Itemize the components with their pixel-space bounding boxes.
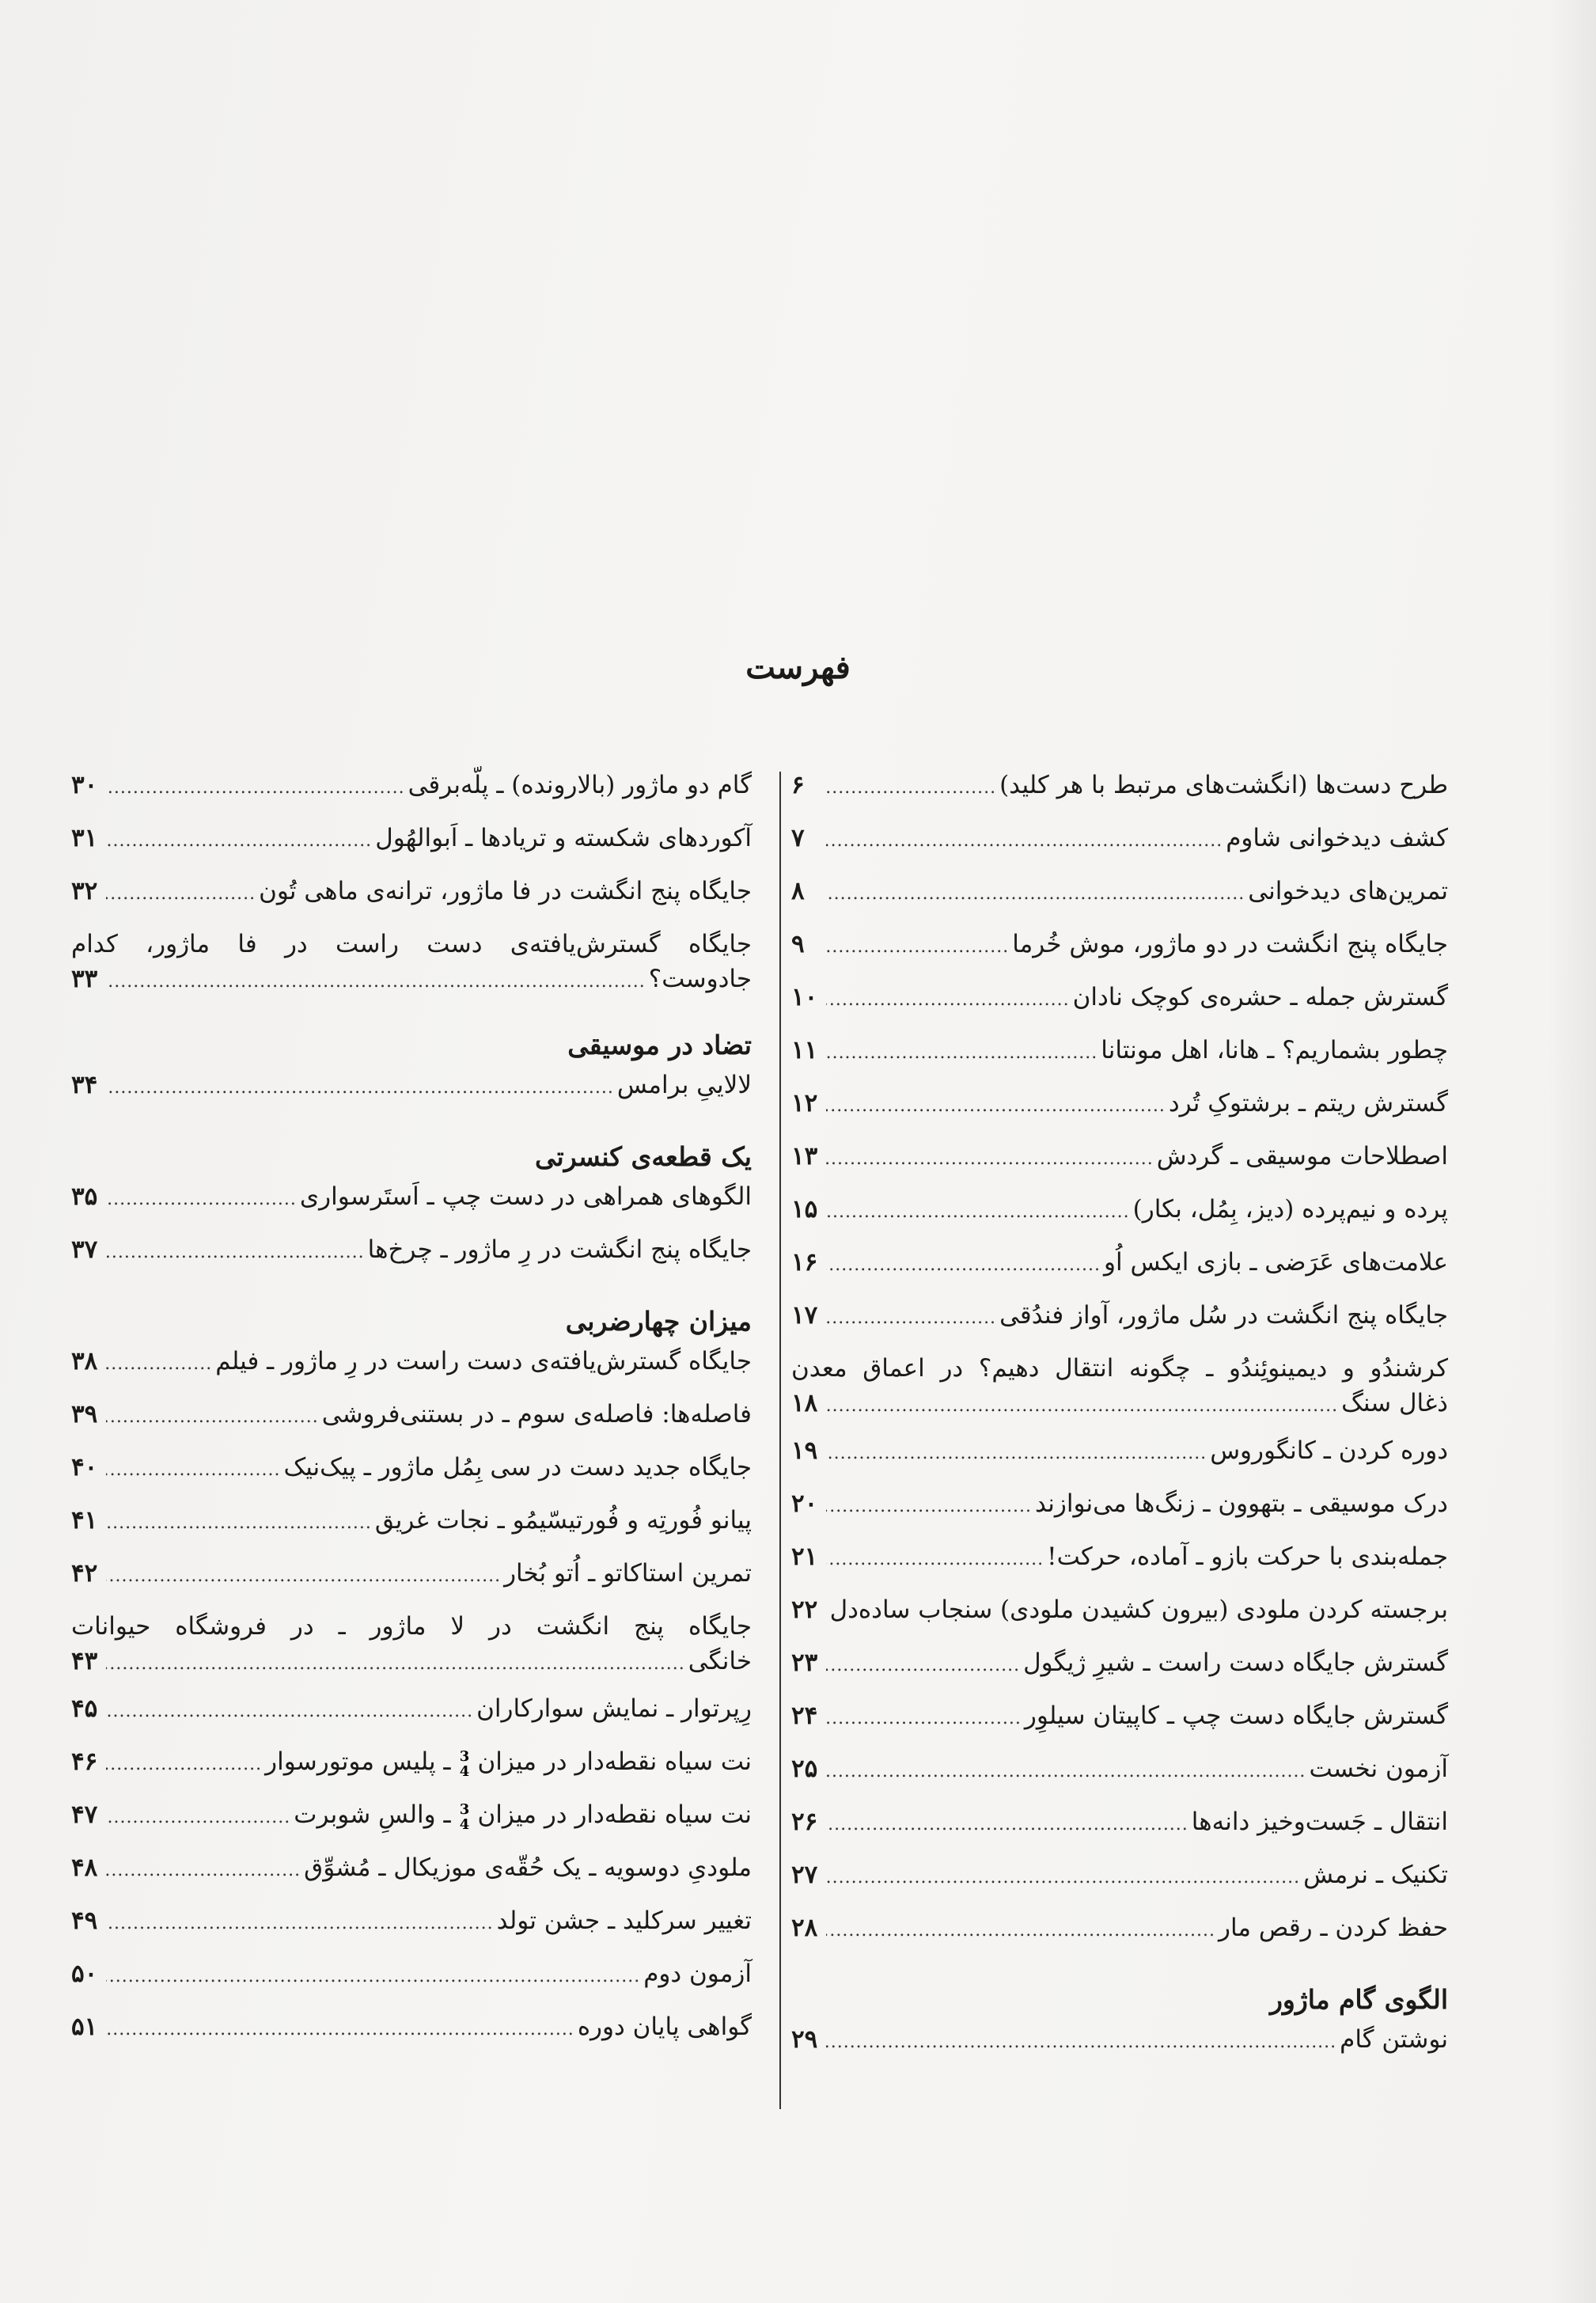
toc-entry (71, 927, 752, 1009)
toc-entry (791, 1139, 1448, 1192)
dot-leader (826, 1808, 1188, 1842)
section-heading: الگوی گام ماژور (1269, 1984, 1448, 2015)
entry-title-line2: جادوست؟ (648, 965, 752, 993)
svg-text:3: 3 (459, 1800, 469, 1818)
dot-leader (826, 1489, 1032, 1524)
page-number: ۱۲ (791, 1089, 818, 1117)
entry-title: لالاییِ برامس (616, 1071, 752, 1099)
toc-entry (791, 1645, 1448, 1698)
page-number: ۳۷ (71, 1235, 98, 1264)
dot-leader (826, 1649, 1020, 1683)
dot-leader (106, 1694, 473, 1729)
entry-title: جمله‌بندی با حرکت بازو ـ آماده، حرکت! (1047, 1542, 1448, 1571)
section-heading: میزان چهارضربی (565, 1306, 752, 1337)
entry-title: چطور بشماریم؟ ـ هانا، اهل مونتانا (1101, 1036, 1448, 1064)
toc-entry (71, 1179, 752, 1232)
dot-leader (826, 1542, 1044, 1577)
entry-title-line2: خانگی (688, 1647, 752, 1675)
page-number: ۳۴ (71, 1071, 98, 1099)
entry-title: حفظ کردن ـ رقص مار (1219, 1914, 1448, 1942)
toc-entry (791, 980, 1448, 1033)
entry-title-row2 (71, 962, 752, 1000)
dot-leader (826, 2025, 1336, 2060)
entry-title: پیانو فُورتِه و فُورتیسّیمُو ـ نجات غریق (374, 1506, 752, 1535)
right-section-entries (791, 2022, 1448, 2075)
dot-leader (106, 1182, 297, 1217)
page-number: ۲۷ (791, 1861, 818, 1889)
dot-leader (106, 771, 405, 806)
toc-entry (791, 1298, 1448, 1351)
toc-entry (71, 1850, 752, 1903)
toc-entry (71, 1691, 752, 1744)
toc-entry (791, 1857, 1448, 1910)
toc-entry (791, 1539, 1448, 1592)
page-number: ۲۵ (791, 1755, 818, 1783)
dot-leader (106, 1907, 494, 1941)
entry-title: برجسته کردن ملودی (بیرون کشیدن ملودی) سنجاب ساده‌دل (829, 1595, 1448, 1624)
entry-title-line1: کرشندُو و دیمینوئِندُو ـ چگونه انتقال دهیم؟ در اعماق معدن (791, 1354, 1448, 1383)
toc-entry (791, 1698, 1448, 1751)
toc-entry (71, 1232, 752, 1285)
toc-entry (791, 768, 1448, 821)
entry-title: دوره کردن ـ کانگوروس (1210, 1436, 1448, 1465)
entry-title: گسترش ریتم ـ برشتوکِ تُرد (1168, 1089, 1448, 1117)
toc-entry (71, 1397, 752, 1450)
page-number: ۹ (791, 930, 805, 958)
page-number: ۱۷ (791, 1301, 818, 1330)
entry-title: رِپرتوار ـ نمایش سوارکاران (476, 1694, 752, 1723)
toc-entry (71, 1556, 752, 1609)
entry-title: گسترش جایگاه دست راست ـ شیرِ ژیگول (1023, 1649, 1448, 1677)
page-number: ۳۲ (71, 877, 98, 905)
dot-leader (826, 771, 996, 806)
dot-leader (826, 1436, 1207, 1471)
toc-entry (71, 768, 752, 821)
dot-leader (106, 1747, 262, 1782)
dot-leader (826, 1755, 1306, 1789)
dot-leader (826, 1089, 1166, 1124)
page-number: ۲۱ (791, 1542, 818, 1571)
toc-entry (71, 1344, 752, 1397)
entry-title: درک موسیقی ـ بتهوون ـ زنگ‌ها می‌نوازند (1034, 1489, 1448, 1518)
entry-title: پرده و نیم‌پرده (دیز، بِمُل، بکار) (1132, 1195, 1448, 1224)
entry-title-part: ـ والسِ شوبرت (294, 1800, 451, 1829)
svg-text:4: 4 (459, 1762, 469, 1779)
toc-entry (791, 2022, 1448, 2075)
page-number: ۲۰ (791, 1489, 818, 1518)
toc-entry (791, 1433, 1448, 1486)
page-number: ۱۳ (791, 1142, 818, 1170)
entry-title-row2 (71, 1644, 752, 1682)
page-number: ۴۳ (71, 1647, 98, 1675)
page-number: ۲۴ (791, 1702, 818, 1730)
left-entries-c (71, 1179, 752, 1285)
dot-leader (826, 1248, 1101, 1283)
page-number: ۳۸ (71, 1347, 98, 1375)
page-number: ۲۶ (791, 1808, 818, 1836)
page-number: ۱۵ (791, 1195, 818, 1224)
entry-title: فاصله‌ها: فاصله‌ی سوم ـ در بستنی‌فروشی (321, 1400, 752, 1428)
entry-title-part: نت سیاه نقطه‌دار در میزان (477, 1800, 752, 1829)
page-number: ۱۱ (791, 1036, 818, 1064)
toc-entry (71, 874, 752, 927)
dot-leader (826, 1142, 1154, 1177)
page-number: ۶ (791, 771, 805, 799)
page-number: ۵۰ (71, 1960, 98, 1988)
dot-leader (106, 1853, 301, 1888)
entry-title-line1: جایگاه گسترش‌یافته‌ی دست راست در فا ماژور، کدام (71, 930, 752, 958)
time-signature-icon (456, 1800, 473, 1832)
page-number: ۴۰ (71, 1453, 98, 1482)
toc-entry (791, 1486, 1448, 1539)
entry-title: تمرین استاکاتو ـ اُتو بُخار (504, 1559, 752, 1588)
entry-title: جایگاه پنج انگشت در رِ ماژور ـ چرخ‌ها (367, 1235, 752, 1264)
dot-leader (106, 1960, 640, 1994)
toc-entry (791, 1192, 1448, 1245)
toc-entry (71, 1068, 752, 1121)
dot-leader (826, 1595, 827, 1630)
toc-entry (791, 1033, 1448, 1086)
dot-leader (826, 930, 1009, 965)
page-number: ۱۶ (791, 1248, 818, 1277)
dot-leader (106, 824, 372, 859)
dot-leader (826, 1702, 1022, 1736)
page-number: ۴۵ (71, 1694, 98, 1723)
toc-entry (71, 1450, 752, 1503)
entry-title: جایگاه پنج انگشت در سُل ماژور، آواز فندُقی (999, 1301, 1448, 1330)
entry-title: جایگاه پنج انگشت در فا ماژور، ترانه‌ی ماهی تُون (259, 877, 752, 905)
entry-title-line2: ذغال سنگ (1341, 1389, 1448, 1417)
toc-entry (71, 1956, 752, 2009)
entry-title: الگوهای همراهی در دست چپ ـ اَستَرسواری (299, 1182, 752, 1211)
toc-entry (791, 1592, 1448, 1645)
page-edge-shadow (1549, 0, 1596, 2303)
toc-entry (791, 1245, 1448, 1298)
dot-leader (106, 1400, 319, 1435)
toc-entry (791, 1804, 1448, 1857)
page-number: ۳۳ (71, 965, 98, 993)
page-number: ۳۵ (71, 1182, 98, 1211)
dot-leader (106, 1506, 372, 1541)
entry-title: آزمون دوم (643, 1960, 752, 1988)
entry-title: گواهی پایان دوره (577, 2013, 752, 2041)
toc-entry (791, 927, 1448, 980)
dot-leader (106, 1071, 614, 1106)
page-number: ۳۹ (71, 1400, 98, 1428)
page-title: فهرست (745, 649, 851, 686)
toc-entry (791, 1751, 1448, 1804)
page-number: ۱۹ (791, 1436, 818, 1465)
entry-title: جایگاه گسترش‌یافته‌ی دست راست در رِ ماژور ـ فیلم (215, 1347, 752, 1375)
page-number: ۴۷ (71, 1800, 98, 1829)
page-number: ۲۳ (791, 1649, 818, 1677)
entry-title: نوشتن گام (1340, 2025, 1448, 2054)
toc-entry (71, 1503, 752, 1556)
dot-leader (826, 1914, 1215, 1948)
svg-text:4: 4 (459, 1815, 469, 1832)
entry-title (265, 1744, 752, 1779)
entry-title-line1: جایگاه پنج انگشت در لا ماژور ـ در فروشگاه حیوانات (71, 1612, 752, 1641)
toc-entry (791, 874, 1448, 927)
section-heading: تضاد در موسیقی (567, 1030, 752, 1060)
page-number: ۴۶ (71, 1747, 98, 1776)
toc-right-column (791, 768, 1448, 2075)
toc-entry (71, 1744, 752, 1797)
entry-title: گام دو ماژور (بالارونده) ـ پلّه‌برقی (408, 771, 752, 799)
page-number: ۳۰ (71, 771, 98, 799)
dot-leader (826, 1301, 996, 1336)
page-number: ۱۰ (791, 983, 818, 1011)
entry-title: تغییر سرکلید ـ جشن تولد (496, 1907, 752, 1935)
entry-title: علامت‌های عَرَضی ـ بازی ایکس اُو (1104, 1248, 1448, 1277)
page-number: ۲۹ (791, 2025, 818, 2054)
entry-title: اصطلاحات موسیقی ـ گردش (1156, 1142, 1448, 1170)
entry-title: آکوردهای شکسته و تریادها ـ اَبوالهُول (375, 824, 752, 852)
dot-leader (106, 1559, 501, 1594)
page-number: ۴۹ (71, 1907, 98, 1935)
entry-title: ملودیِ دوسویه ـ یک حُقّه‌ی موزیکال ـ مُشوِّق (304, 1853, 752, 1882)
left-entries-a (71, 768, 752, 1009)
left-entries-b (71, 1068, 752, 1121)
dot-leader (826, 824, 1223, 859)
dot-leader (106, 1347, 212, 1382)
page-number: ۴۸ (71, 1853, 98, 1882)
page-number: ۵۱ (71, 2013, 98, 2041)
svg-text:3: 3 (459, 1747, 469, 1765)
entry-title: گسترش جایگاه دست چپ ـ کاپیتان سیلوِر (1024, 1702, 1448, 1730)
entry-title (294, 1797, 752, 1832)
entry-title-part: ـ پلیس موتورسوار (265, 1747, 451, 1776)
entry-title: جایگاه پنج انگشت در دو ماژور، موش خُرما (1012, 930, 1448, 958)
toc-entry (71, 2009, 752, 2062)
toc-entry (791, 1910, 1448, 1963)
toc-entry (71, 1609, 752, 1691)
toc-entry (791, 1351, 1448, 1433)
dot-leader (106, 1800, 290, 1835)
page-number: ۸ (791, 877, 805, 905)
dot-leader (826, 1389, 1338, 1424)
dot-leader (106, 1647, 685, 1682)
left-entries-d (71, 1344, 752, 2062)
toc-entry (71, 821, 752, 874)
entry-title: کشف دیدخوانی شاوم (1226, 824, 1448, 852)
dot-leader (826, 1036, 1097, 1071)
page-number: ۴۲ (71, 1559, 98, 1588)
toc-entry (791, 821, 1448, 874)
entry-title-part: نت سیاه نقطه‌دار در میزان (477, 1747, 752, 1776)
section-heading: یک قطعه‌ی کنسرتی (535, 1141, 752, 1172)
column-divider (779, 772, 781, 2109)
dot-leader (106, 1453, 280, 1488)
page-number: ۳۱ (71, 824, 98, 852)
dot-leader (106, 965, 646, 1000)
entry-title: تکنیک ـ نرمش (1303, 1861, 1448, 1889)
page-number: ۱۸ (791, 1389, 818, 1417)
time-signature-icon (456, 1747, 473, 1779)
dot-leader (826, 1861, 1300, 1895)
toc-entry (71, 1797, 752, 1850)
toc-entry (71, 1903, 752, 1956)
page-number: ۴۱ (71, 1506, 98, 1535)
dot-leader (106, 1235, 365, 1270)
dot-leader (106, 877, 256, 912)
dot-leader (826, 877, 1245, 912)
dot-leader (106, 2013, 574, 2047)
dot-leader (826, 1195, 1130, 1230)
right-entries (791, 768, 1448, 1963)
entry-title: آزمون نخست (1309, 1755, 1448, 1783)
entry-title: تمرین‌های دیدخوانی (1248, 877, 1448, 905)
entry-title: گسترش جمله ـ حشره‌ی کوچک نادان (1072, 983, 1448, 1011)
dot-leader (826, 983, 1070, 1018)
page-number: ۲۸ (791, 1914, 818, 1942)
page-number: ۷ (791, 824, 805, 852)
toc-entry (791, 1086, 1448, 1139)
entry-title: جایگاه جدید دست در سی بِمُل ماژور ـ پیک‌نیک (283, 1453, 752, 1482)
toc-left-column (71, 768, 752, 2062)
entry-title: طرح دست‌ها (انگشت‌های مرتبط با هر کلید) (999, 771, 1448, 799)
page-number: ۲۲ (791, 1595, 818, 1624)
entry-title-row2 (791, 1386, 1448, 1424)
entry-title: انتقال ـ جَست‌وخیز دانه‌ها (1191, 1808, 1448, 1836)
